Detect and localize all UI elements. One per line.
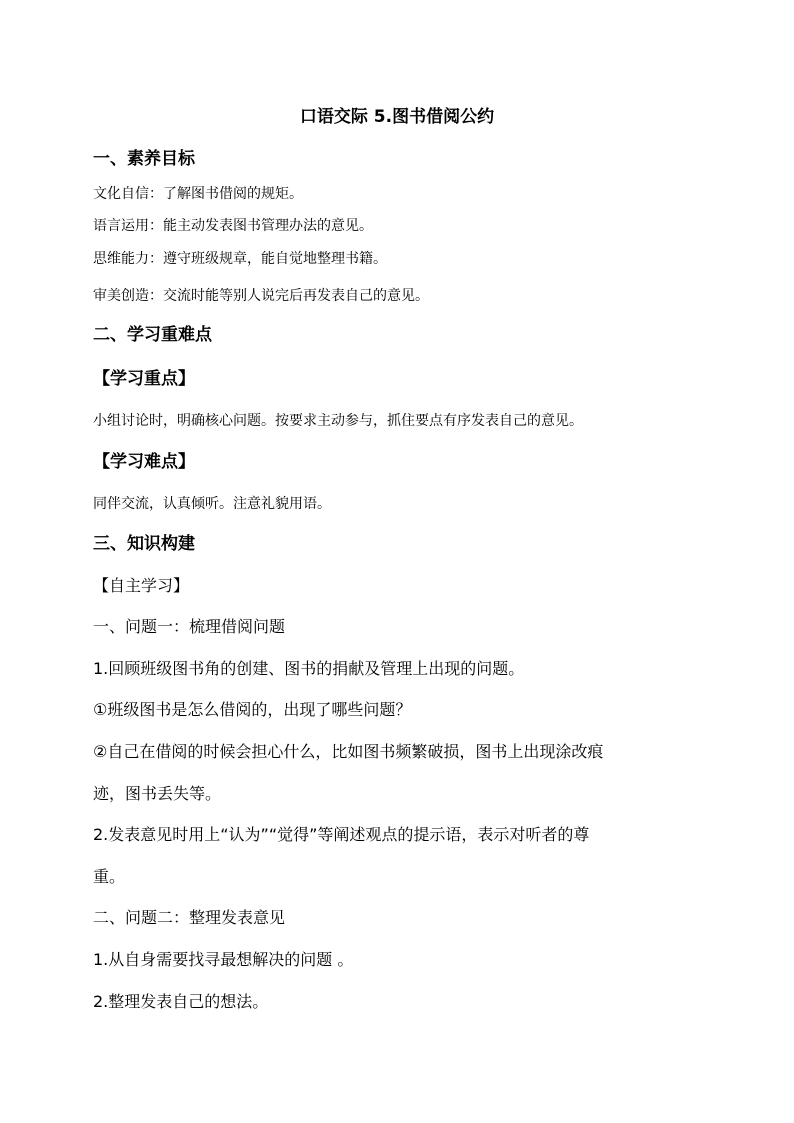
section-heading-goals: 一、素养目标 [93, 149, 195, 169]
question-one-item-3-line-2: 迹，图书丢失等。 [93, 784, 222, 803]
question-one-heading: 一、问题一：梳理借阅问题 [93, 617, 286, 636]
question-one-item-2: ①班级图书是怎么借阅的，出现了哪些问题？ [93, 700, 412, 719]
question-two-heading: 二、问题二：整理发表意见 [93, 908, 286, 927]
key-point-heading: 【学习重点】 [93, 369, 195, 389]
difficulty-heading: 【学习难点】 [93, 452, 195, 472]
goal-item-thinking: 思维能力：遵守班级规章，能自觉地整理书籍。 [93, 251, 387, 267]
document-title: 口语交际 5.图书借阅公约 [299, 107, 495, 127]
question-two-item-2: 2.整理发表自己的想法。 [93, 992, 269, 1011]
question-one-item-3-line-1: ②自己在借阅的时候会担心什么，比如图书频繁破损，图书上出现涂改痕 [93, 742, 604, 761]
section-heading-knowledge: 三、知识构建 [93, 534, 195, 554]
goal-item-aesthetic: 审美创造：交流时能等别人说完后再发表自己的意见。 [93, 288, 429, 304]
question-one-item-4-line-2: 重。 [93, 867, 126, 886]
self-study-heading: 【自主学习】 [93, 576, 190, 595]
question-one-item-4-line-1: 2.发表意见时用上“认为”“觉得”等阐述观点的提示语，表示对听者的尊 [93, 825, 590, 844]
section-heading-key-points: 二、学习重难点 [93, 325, 212, 345]
question-one-item-1: 1.回顾班级图书角的创建、图书的捐献及管理上出现的问题。 [93, 659, 525, 678]
goal-item-culture: 文化自信：了解图书借阅的规矩。 [93, 186, 303, 202]
key-point-text: 小组讨论时，明确核心问题。按要求主动参与，抓住要点有序发表自己的意见。 [93, 413, 583, 429]
question-two-item-1: 1.从自身需要找寻最想解决的问题 。 [93, 950, 354, 969]
goal-item-language: 语言运用：能主动发表图书管理办法的意见。 [93, 218, 373, 234]
difficulty-text: 同伴交流，认真倾听。注意礼貌用语。 [93, 496, 331, 512]
